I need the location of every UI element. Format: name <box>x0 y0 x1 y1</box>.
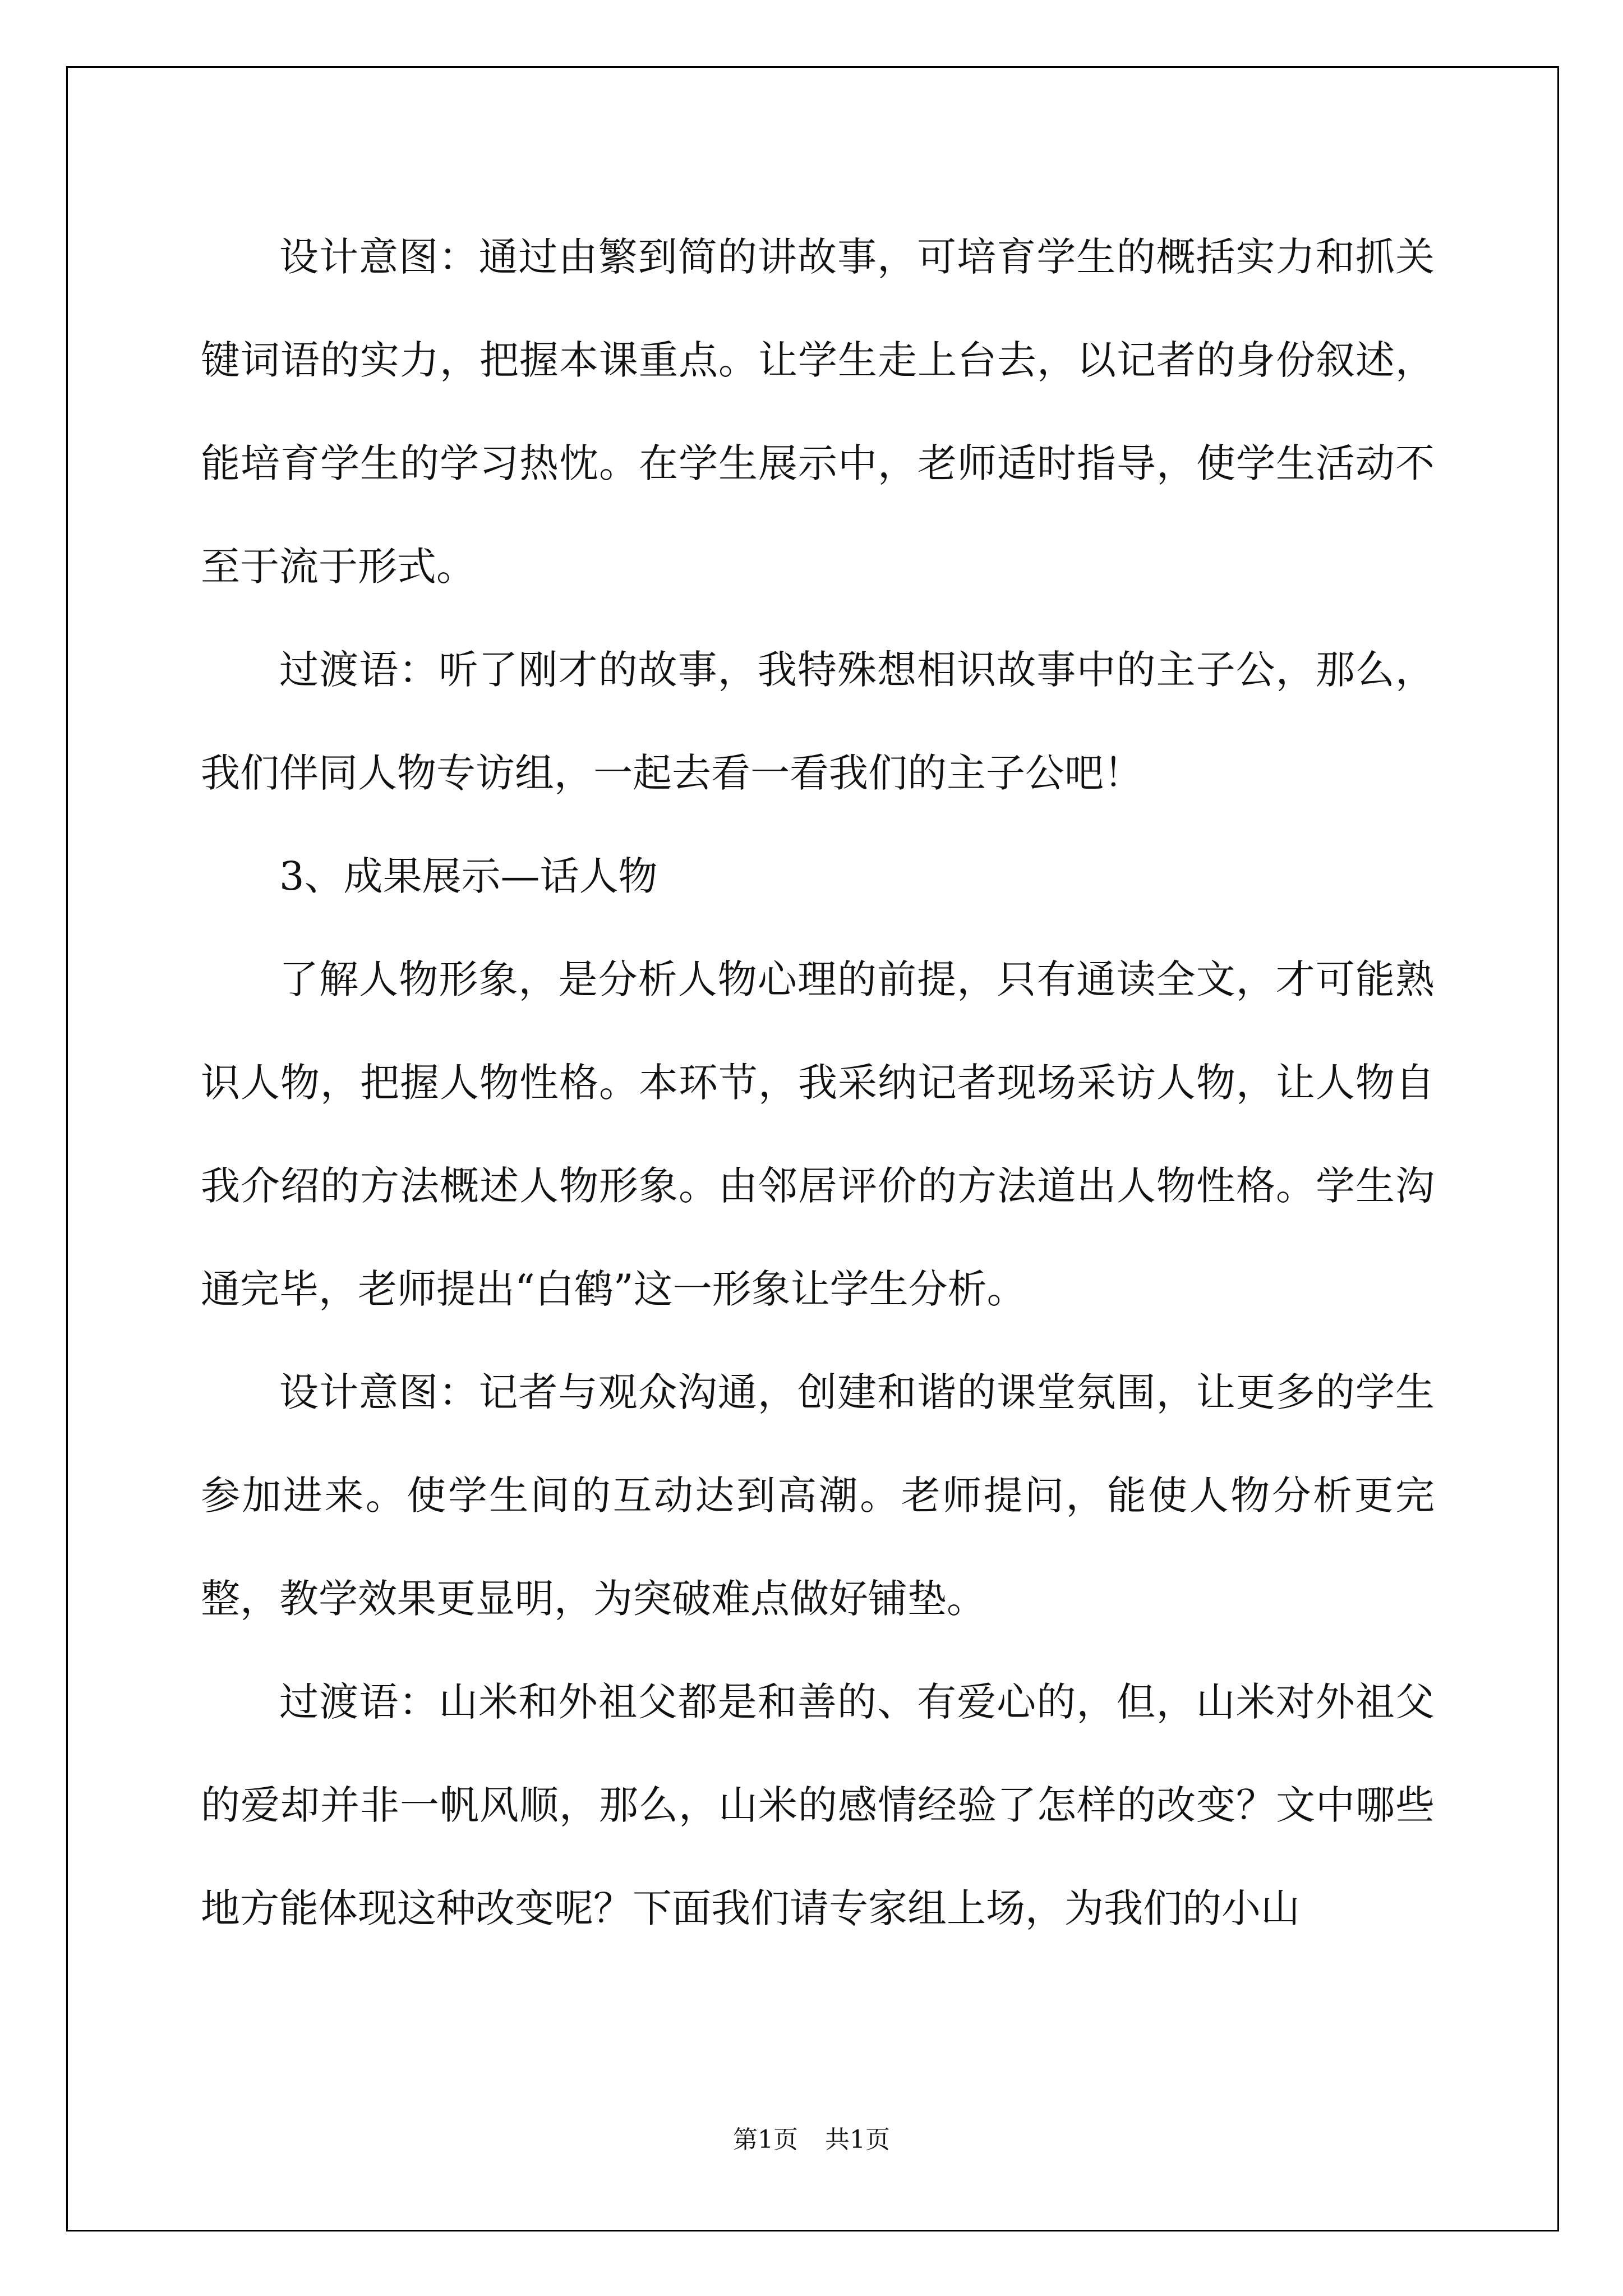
paragraph-transition-2: 过渡语：山米和外祖父都是和善的、有爱心的，但，山米对外祖父的爱却并非一帆风顺，那么，山米的感情经验了怎样的改变？文中哪些地方能体现这种改变呢？下面我们请专家组上场，为我们的小山 <box>201 1679 1435 1931</box>
paragraph-transition-1: 过渡语：听了刚才的故事，我特殊想相识故事中的主子公，那么，我们伴同人物专访组，一起去看一看我们的主子公吧！ <box>201 647 1435 796</box>
page-number-current: 第1页 <box>733 2125 798 2154</box>
paragraph-character-analysis: 了解人物形象，是分析人物心理的前提，只有通读全文，才可能熟识人物，把握人物性格。本环节，我采纳记者现场采访人物，让人物自我介绍的方法概述人物形象。由邻居评价的方法道出人物性格。学生沟通完毕，老师提出“白鹤”这一形象让学生分析。 <box>201 956 1435 1312</box>
page-footer <box>0 2119 1623 2155</box>
section-heading-results: 3、成果展示—话人物 <box>279 853 658 899</box>
page-number-total: 共1页 <box>825 2125 890 2154</box>
paragraph-design-intent-2: 设计意图：记者与观众沟通，创建和谐的课堂氛围，让更多的学生参加进来。使学生间的互动达到高潮。老师提问，能使人物分析更完整，教学效果更显明，为突破难点做好铺垫。 <box>201 1369 1435 1622</box>
paragraph-design-intent-1: 设计意图：通过由繁到简的讲故事，可培育学生的概括实力和抓关键词语的实力，把握本课重点。让学生走上台去，以记者的身份叙述，能培育学生的学习热忱。在学生展示中，老师适时指导，使学生活动不至于流于形式。 <box>201 234 1435 590</box>
document-body <box>201 205 1435 1960</box>
